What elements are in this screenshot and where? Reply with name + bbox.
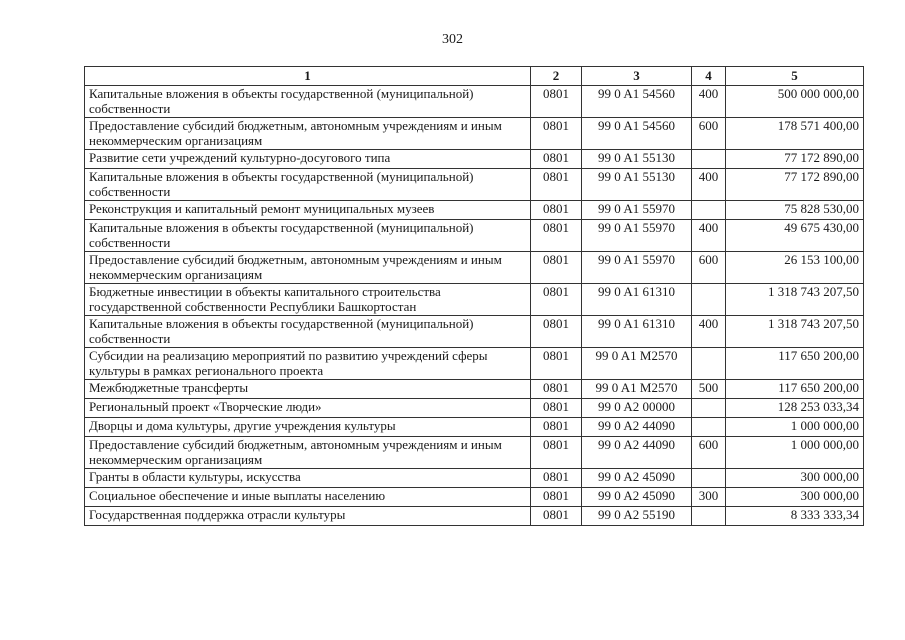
row-section: 0801 [531,437,582,469]
row-name: Капитальные вложения в объекты государственной (муниципальной) собственности [85,316,531,348]
table-row [85,437,864,469]
row-section: 0801 [531,380,582,399]
row-code: 99 0 A1 M2570 [582,348,692,380]
row-section: 0801 [531,252,582,284]
row-name: Развитие сети учреждений культурно-досугового типа [85,150,531,169]
row-name: Капитальные вложения в объекты государственной (муниципальной) собственности [85,169,531,201]
row-sum: 117 650 200,00 [726,380,864,399]
row-section: 0801 [531,169,582,201]
row-sum: 300 000,00 [726,488,864,507]
row-type: 600 [692,437,726,469]
row-name: Капитальные вложения в объекты государственной (муниципальной) собственности [85,86,531,118]
row-name: Реконструкция и капитальный ремонт муниципальных музеев [85,201,531,220]
row-code: 99 0 A2 00000 [582,399,692,418]
row-sum: 300 000,00 [726,469,864,488]
row-name: Предоставление субсидий бюджетным, автономным учреждениям и иным некоммерческим организациям [85,252,531,284]
row-name: Бюджетные инвестиции в объекты капитального строительства государственной собственности Республики Башкортостан [85,284,531,316]
row-name: Дворцы и дома культуры, другие учреждения культуры [85,418,531,437]
table-row [85,86,864,118]
table-row [85,488,864,507]
row-sum: 1 000 000,00 [726,418,864,437]
row-name: Государственная поддержка отрасли культуры [85,507,531,526]
row-sum: 49 675 430,00 [726,220,864,252]
table-row [85,418,864,437]
row-section: 0801 [531,284,582,316]
row-type [692,418,726,437]
table-row [85,399,864,418]
row-type [692,348,726,380]
column-header-name: 1 [85,67,531,86]
row-type [692,150,726,169]
row-code: 99 0 A2 55190 [582,507,692,526]
header-row [85,67,864,86]
row-section: 0801 [531,86,582,118]
row-code: 99 0 A1 54560 [582,86,692,118]
table-row [85,252,864,284]
table-row [85,469,864,488]
table-row [85,150,864,169]
row-code: 99 0 A1 61310 [582,316,692,348]
row-section: 0801 [531,118,582,150]
table-row [85,348,864,380]
row-sum: 75 828 530,00 [726,201,864,220]
budget-table [84,66,864,526]
table-row [85,220,864,252]
row-type [692,399,726,418]
row-sum: 26 153 100,00 [726,252,864,284]
row-type: 300 [692,488,726,507]
row-sum: 117 650 200,00 [726,348,864,380]
row-code: 99 0 A1 55970 [582,252,692,284]
row-sum: 500 000 000,00 [726,86,864,118]
row-name: Предоставление субсидий бюджетным, автономным учреждениям и иным некоммерческим организациям [85,118,531,150]
row-type [692,284,726,316]
row-type: 400 [692,86,726,118]
row-type: 600 [692,252,726,284]
column-header-code: 3 [582,67,692,86]
row-section: 0801 [531,150,582,169]
row-code: 99 0 A1 M2570 [582,380,692,399]
row-name: Гранты в области культуры, искусства [85,469,531,488]
row-type [692,469,726,488]
row-type: 400 [692,220,726,252]
row-sum: 1 318 743 207,50 [726,284,864,316]
row-sum: 8 333 333,34 [726,507,864,526]
table-row [85,118,864,150]
row-type: 400 [692,316,726,348]
row-name: Социальное обеспечение и иные выплаты населению [85,488,531,507]
row-section: 0801 [531,507,582,526]
row-section: 0801 [531,399,582,418]
row-code: 99 0 A2 44090 [582,418,692,437]
row-sum: 77 172 890,00 [726,150,864,169]
row-code: 99 0 A1 55130 [582,169,692,201]
row-code: 99 0 A2 45090 [582,469,692,488]
column-header-sum: 5 [726,67,864,86]
row-code: 99 0 A1 55970 [582,220,692,252]
row-name: Капитальные вложения в объекты государственной (муниципальной) собственности [85,220,531,252]
column-header-section: 2 [531,67,582,86]
row-section: 0801 [531,418,582,437]
table-row [85,201,864,220]
table-row [85,169,864,201]
row-type: 600 [692,118,726,150]
row-type [692,201,726,220]
table-row [85,316,864,348]
row-type: 500 [692,380,726,399]
row-section: 0801 [531,469,582,488]
row-type: 400 [692,169,726,201]
table-row [85,380,864,399]
row-code: 99 0 A1 55970 [582,201,692,220]
row-sum: 178 571 400,00 [726,118,864,150]
row-code: 99 0 A2 45090 [582,488,692,507]
row-sum: 128 253 033,34 [726,399,864,418]
page-number: 302 [442,32,463,47]
row-code: 99 0 A1 55130 [582,150,692,169]
row-name: Региональный проект «Творческие люди» [85,399,531,418]
row-type [692,507,726,526]
row-name: Межбюджетные трансферты [85,380,531,399]
row-sum: 1 318 743 207,50 [726,316,864,348]
row-section: 0801 [531,201,582,220]
row-sum: 77 172 890,00 [726,169,864,201]
row-section: 0801 [531,488,582,507]
row-section: 0801 [531,348,582,380]
row-name: Предоставление субсидий бюджетным, автономным учреждениям и иным некоммерческим организациям [85,437,531,469]
row-code: 99 0 A1 61310 [582,284,692,316]
row-section: 0801 [531,316,582,348]
table-row [85,507,864,526]
table-row [85,284,864,316]
row-section: 0801 [531,220,582,252]
row-name: Субсидии на реализацию мероприятий по развитию учреждений сферы культуры в рамках регионального проекта [85,348,531,380]
row-code: 99 0 A2 44090 [582,437,692,469]
column-header-type: 4 [692,67,726,86]
row-sum: 1 000 000,00 [726,437,864,469]
row-code: 99 0 A1 54560 [582,118,692,150]
